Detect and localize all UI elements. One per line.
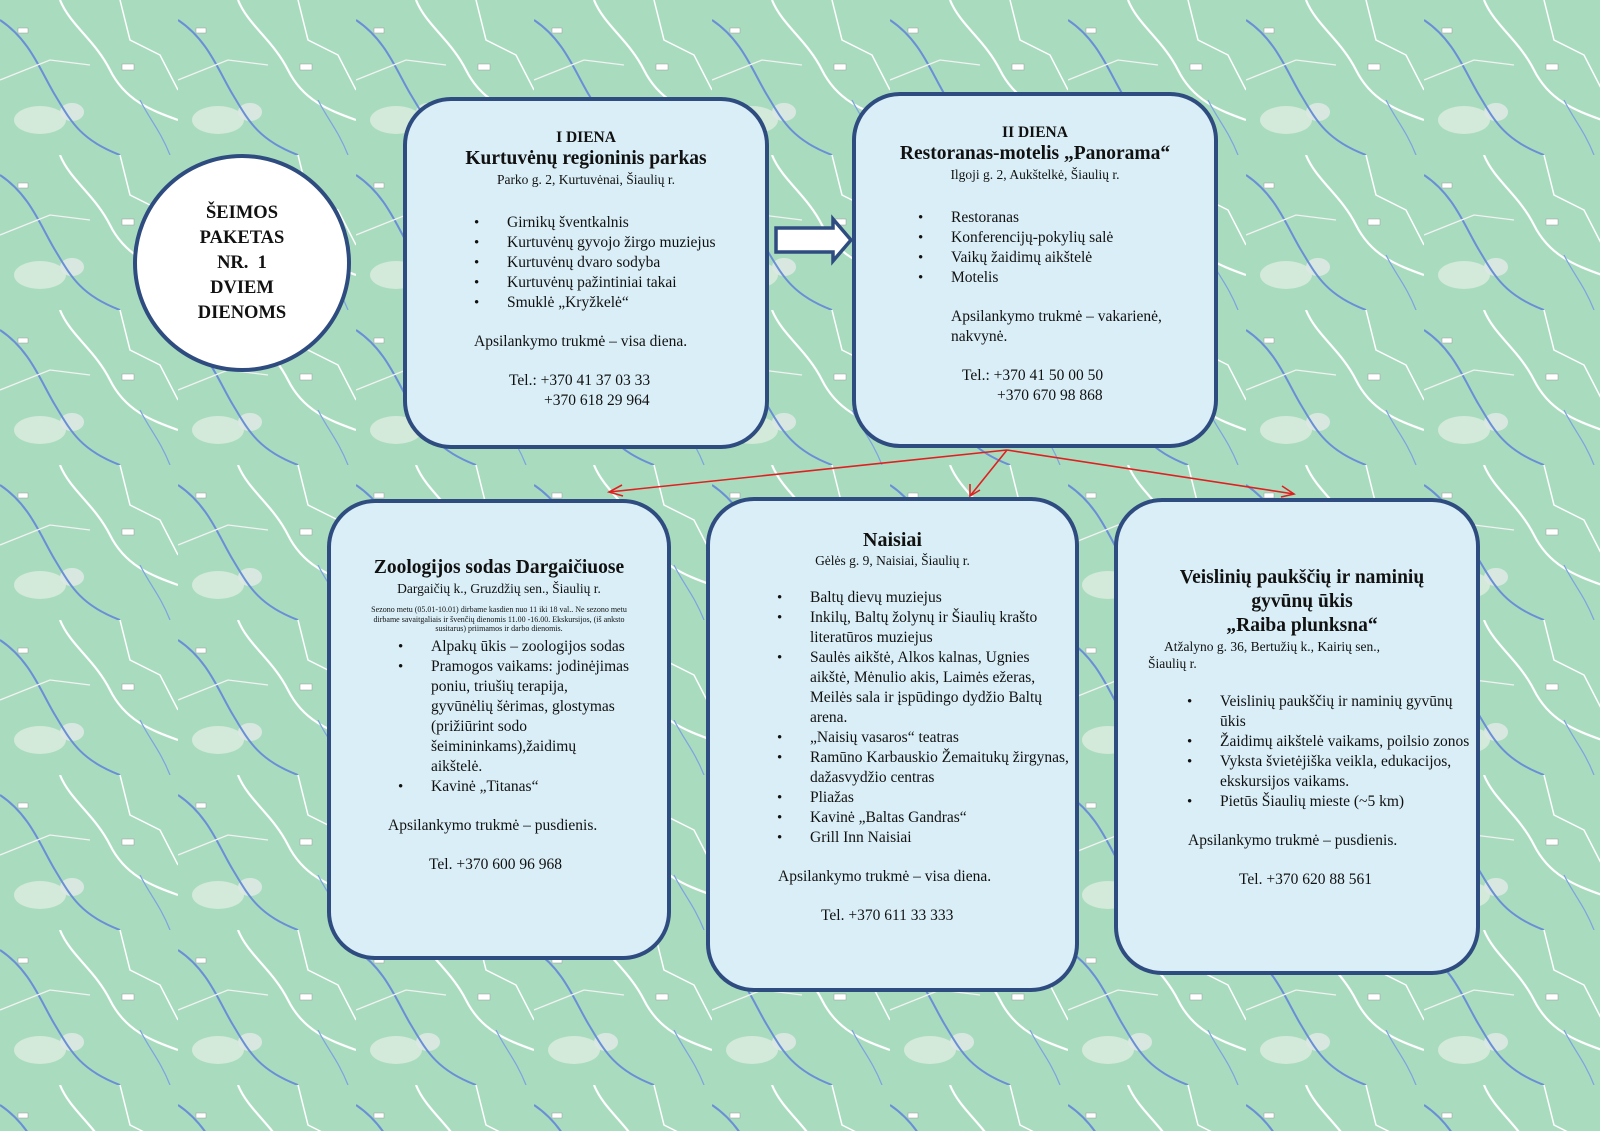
list-item: • Kurtuvėnų dvaro sodyba — [507, 253, 745, 273]
day-label: II DIENA — [1002, 124, 1068, 141]
list-item: • Girnikų šventkalnis — [507, 213, 745, 233]
list-item: • Konferencijų-pokylių salė — [951, 228, 1194, 248]
package-circle — [133, 154, 351, 372]
package-title-line: NR. 1 — [217, 252, 267, 273]
phone-number: Tel. +370 611 33 333 — [821, 907, 954, 924]
card-address: Parko g. 2, Kurtuvėnai, Šiaulių r. — [496, 172, 676, 187]
visit-duration: Apsilankymo trukmė – pusdienis. — [388, 816, 598, 834]
list-item: • Alpakų ūkis – zoologijos sodas — [431, 637, 631, 657]
attractions-list — [431, 637, 631, 797]
phone-number: Tel.: +370 41 37 03 33 — [509, 372, 651, 389]
card-address: Dargaičių k., Gruzdžių sen., Šiaulių r. — [397, 581, 601, 596]
package-title-line: PAKETAS — [199, 227, 285, 248]
list-item: • Motelis — [951, 268, 1194, 288]
card-title: Restoranas-motelis „Panorama“ — [899, 143, 1171, 164]
farm-card — [1114, 498, 1480, 975]
list-item: • Restoranas — [951, 208, 1194, 228]
attractions-list — [951, 208, 1194, 288]
phone-number: Tel. +370 600 96 968 — [429, 855, 562, 873]
card-address — [1148, 638, 1456, 672]
list-item: • Kurtuvėnų pažintiniai takai — [507, 273, 745, 293]
list-item: • Vaikų žaidimų aikštelė — [951, 248, 1194, 268]
attractions-list — [810, 588, 1070, 848]
list-item: • Pramogos vaikams: jodinėjimas poniu, triušių terapija, gyvūnėlių šėrimas, glostymas (prižiūrint sodo šeimininkams),žaidimų aikštelė. — [431, 657, 631, 777]
card-title: Kurtuvėnų regioninis parkas — [465, 148, 707, 169]
card-address-line: Atžalyno g. 36, Bertužių k., Kairių sen., — [1164, 639, 1380, 654]
card-title-line: Veislinių paukščių ir naminių — [1179, 567, 1425, 588]
zoo-card — [327, 499, 671, 960]
card-title-line: gyvūnų ūkis — [1251, 591, 1353, 612]
phone-number: +370 618 29 964 — [544, 392, 650, 409]
package-title — [182, 201, 302, 326]
phone-number: Tel. +370 620 88 561 — [1239, 871, 1372, 888]
day1-card — [403, 97, 769, 449]
list-item: • „Naisių vasaros“ teatras — [810, 728, 1070, 748]
package-title-line: DVIEM — [210, 277, 274, 298]
phone-number: +370 670 98 868 — [997, 387, 1103, 404]
visit-duration: Apsilankymo trukmė – pusdienis. — [1188, 832, 1398, 849]
list-item: • Vyksta švietėjiška veikla, edukacijos, ekskursijos vaikams. — [1220, 752, 1480, 792]
card-title-line: „Raiba plunksna“ — [1226, 615, 1378, 636]
opening-hours-note: Sezono metu (05.01-10.01) dirbame kasdien nuo 11 iki 18 val.. Ne sezono metu dirbame savaitgaliais ir švenčių dienomis 11.00 -16.00. Ekskursijos, (iš anksto susitarus) priimamos ir darbo dienomis. — [371, 605, 627, 633]
card-address: Ilgoji g. 2, Aukštelkė, Šiaulių r. — [950, 167, 1120, 182]
list-item: • Smuklė „Kryžkelė“ — [507, 293, 745, 313]
attractions-list — [507, 213, 745, 313]
list-item: • Kavinė „Baltas Gandras“ — [810, 808, 1070, 828]
package-title-line: ŠEIMOS — [206, 202, 278, 223]
list-item: • Pietūs Šiaulių mieste (~5 km) — [1220, 792, 1480, 812]
card-address-line: Šiaulių r. — [1148, 656, 1197, 671]
visit-duration-line: nakvynė. — [951, 328, 1008, 345]
day-label: I DIENA — [556, 129, 616, 146]
list-item: • Ramūno Karbauskio Žemaitukų žirgynas, dažasvydžio centras — [810, 748, 1070, 788]
card-title — [1148, 566, 1456, 638]
list-item: • Kavinė „Titanas“ — [431, 777, 631, 797]
visit-duration: Apsilankymo trukmė – visa diena. — [474, 333, 688, 350]
attractions-list — [1220, 692, 1480, 812]
package-title-line: DIENOMS — [197, 302, 287, 323]
list-item: • Žaidimų aikštelė vaikams, poilsio zonos — [1220, 732, 1480, 752]
card-address: Gėlės g. 9, Naisiai, Šiaulių r. — [815, 553, 970, 568]
list-item: • Kurtuvėnų gyvojo žirgo muziejus — [507, 233, 745, 253]
naisiai-card — [706, 497, 1079, 992]
visit-duration: Apsilankymo trukmė – visa diena. — [778, 868, 992, 885]
phone-number: Tel.: +370 41 50 00 50 — [962, 367, 1104, 384]
list-item: • Grill Inn Naisiai — [810, 828, 1070, 848]
day2-card — [852, 92, 1218, 448]
list-item: • Baltų dievų muziejus — [810, 588, 1070, 608]
list-item: • Pliažas — [810, 788, 1070, 808]
visit-duration-line: Apsilankymo trukmė – vakarienė, — [951, 308, 1162, 325]
list-item: • Inkilų, Baltų žolynų ir Šiaulių krašto literatūros muziejus — [810, 608, 1070, 648]
card-title: Zoologijos sodas Dargaičiuose — [373, 557, 625, 578]
card-title: Naisiai — [863, 529, 922, 551]
visit-duration — [951, 307, 1194, 347]
list-item: • Saulės aikštė, Alkos kalnas, Ugnies aikštė, Mėnulio akis, Laimės ežeras, Meilės sala ir įspūdingo dydžio Baltų arena. — [810, 648, 1070, 728]
list-item: • Veislinių paukščių ir naminių gyvūnų ūkis — [1220, 692, 1480, 732]
